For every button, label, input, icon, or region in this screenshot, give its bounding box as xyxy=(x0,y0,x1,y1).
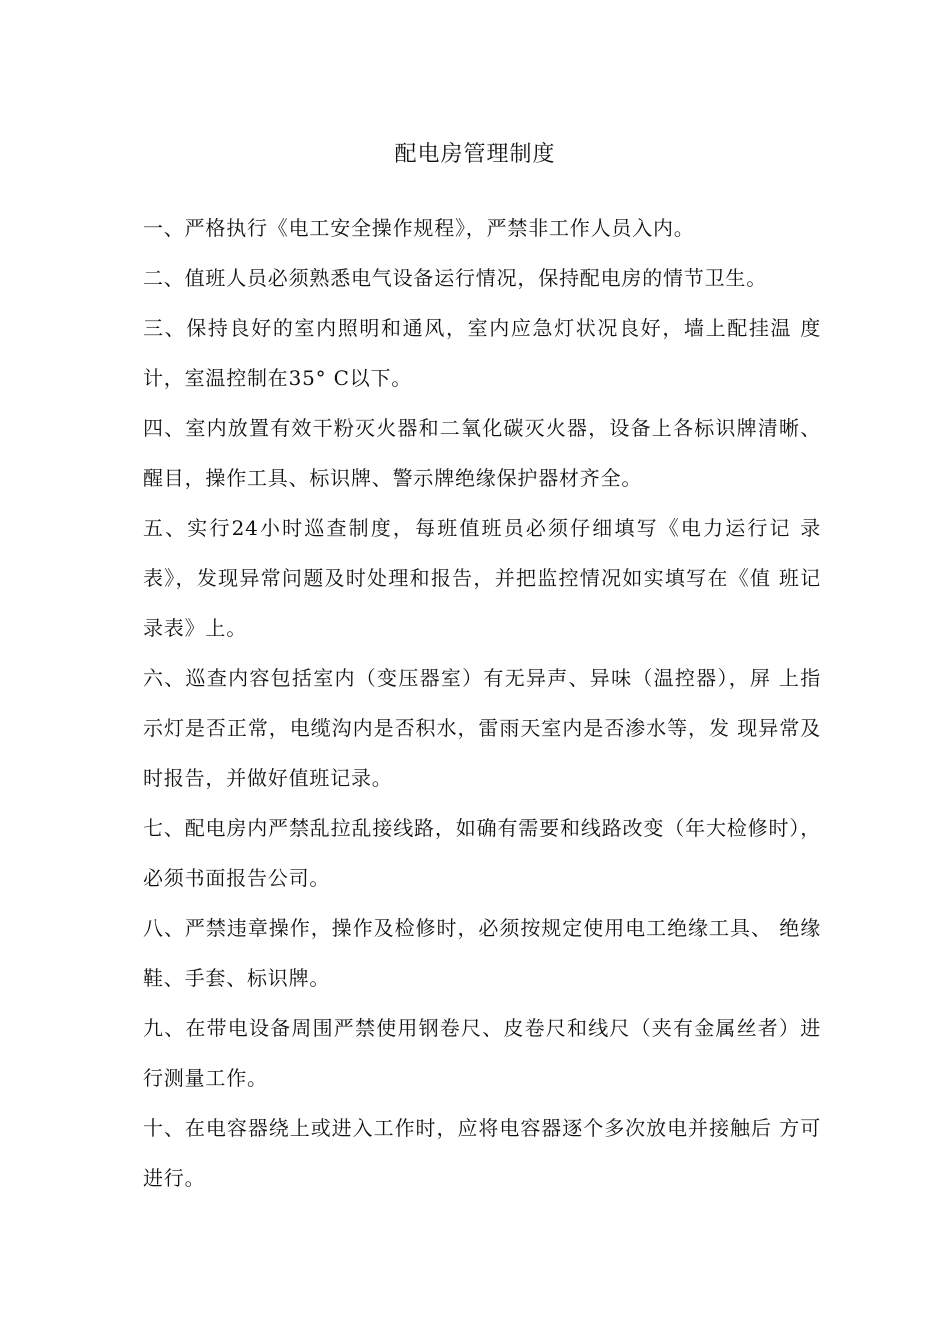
document-body xyxy=(143,203,821,1203)
clause-3: 三、保持良好的室内照明和通风，室内应急灯状况良好，墙上配挂温 度计，室温控制在35° C以下。 xyxy=(143,316,821,390)
clause-10: 十、在电容器绕上或进入工作时，应将电容器逐个多次放电并接触后 方可进行。 xyxy=(143,1116,821,1190)
clause-2: 二、值班人员必须熟悉电气设备运行情况，保持配电房的情节卫生。 xyxy=(143,266,767,290)
clause-9: 九、在带电设备周围严禁使用钢卷尺、皮卷尺和线尺（夹有金属丝者）进行测量工作。 xyxy=(143,1016,821,1090)
clause-6: 六、巡查内容包括室内（变压器室）有无异声、异味（温控器），屏 上指示灯是否正常，电缆沟内是否积水，雷雨天室内是否渗水等，发 现异常及时报告，并做好值班记录。 xyxy=(143,666,821,790)
clause-8: 八、严禁违章操作，操作及检修时，必须按规定使用电工绝缘工具、 绝缘鞋、手套、标识牌。 xyxy=(143,916,821,990)
clause-1: 一、严格执行《电工安全操作规程》，严禁非工作人员入内。 xyxy=(143,216,695,240)
clause-5: 五、实行24小时巡查制度，每班值班员必须仔细填写《电力运行记 录表》，发现异常问题及时处理和报告，并把监控情况如实填写在《值 班记录表》上。 xyxy=(143,516,821,640)
clause-7: 七、配电房内严禁乱拉乱接线路，如确有需要和线路改变（年大检修时），必须书面报告公司。 xyxy=(143,816,821,890)
document-title: 配电房管理制度 xyxy=(394,142,556,167)
clause-4: 四、室内放置有效干粉灭火器和二氧化碳灭火器，设备上各标识牌清晰、醒目，操作工具、标识牌、警示牌绝缘保护器材齐全。 xyxy=(143,416,821,490)
